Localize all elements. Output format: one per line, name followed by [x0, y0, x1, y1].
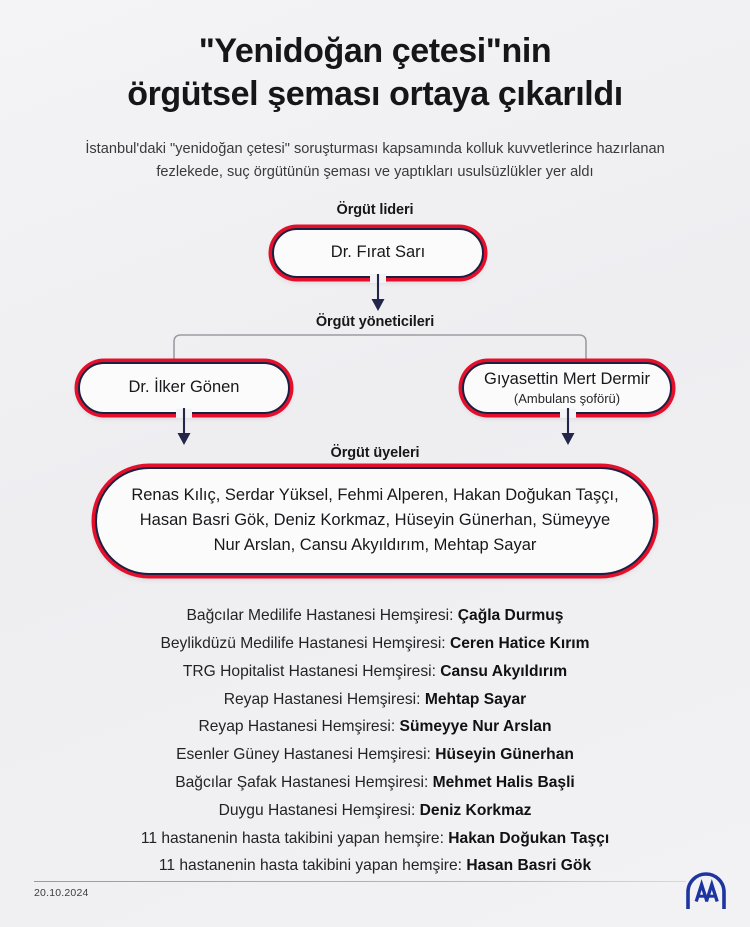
level-label-managers: Örgüt yöneticileri	[315, 313, 435, 330]
roster-name: Sümeyye Nur Arslan	[399, 718, 552, 736]
roster-name: Deniz Korkmaz	[419, 801, 532, 819]
roster-item	[0, 825, 750, 853]
arrow-manager-1-to-members	[173, 408, 195, 446]
arrow-leader-to-managers	[367, 274, 389, 312]
roster-item	[0, 658, 750, 686]
roster-name: Mehtap Sayar	[424, 690, 527, 708]
footer-divider	[34, 881, 686, 882]
roster-role: 11 hastanenin hasta takibini yapan hemşire:	[158, 857, 462, 875]
roster-name: Mehmet Halis Başli	[432, 773, 575, 791]
roster-name: Hakan Doğukan Taşçı	[448, 829, 610, 847]
bracket-connector-managers	[170, 332, 590, 366]
roster-role: Beylikdüzü Medilife Hastanesi Hemşiresi:	[160, 634, 446, 652]
node-manager-1	[78, 362, 290, 414]
roster-role: TRG Hopitalist Hastanesi Hemşiresi:	[182, 662, 436, 680]
roster-item	[0, 742, 750, 770]
subtitle-text: İstanbul'daki "yenidoğan çetesi" soruşturması kapsamında kolluk kuvvetlerince hazırlanan fezlekede, suç örgütünün şeması ve yaptıkları usulsüzlükler yer aldı	[85, 141, 665, 180]
arrow-manager-2-to-members	[557, 408, 579, 446]
node-leader-name: Dr. Fırat Sarı	[330, 243, 426, 262]
node-manager-2-subtitle: (Ambulans şoförü)	[513, 390, 621, 406]
page-title	[0, 0, 750, 116]
roster-item	[0, 769, 750, 797]
roster-item	[0, 797, 750, 825]
roster-name: Hasan Basri Gök	[466, 857, 592, 875]
publish-date: 20.10.2024	[34, 887, 89, 899]
org-chart	[0, 202, 750, 597]
node-manager-1-name: Dr. İlker Gönen	[128, 378, 240, 397]
roster-item	[0, 686, 750, 714]
roster-name: Cansu Akyıldırım	[440, 662, 568, 680]
roster-item	[0, 630, 750, 658]
roster-role: Reyap Hastanesi Hemşiresi:	[198, 718, 396, 736]
members-line-1: Renas Kılıç, Serdar Yüksel, Fehmi Alperen, Hakan Doğukan Taşçı,	[131, 485, 619, 504]
node-org-members	[95, 467, 655, 575]
node-manager-2	[462, 362, 672, 414]
roster-name: Çağla Durmuş	[457, 607, 564, 625]
roster-item	[0, 714, 750, 742]
node-manager-2-name: Gıyasettin Mert Dermir	[484, 369, 650, 388]
anadolu-agency-logo-icon	[684, 871, 728, 911]
roster-role: Bağcılar Şafak Hastanesi Hemşiresi:	[175, 773, 429, 791]
roster-name: Hüseyin Günerhan	[435, 746, 574, 764]
footer	[0, 865, 750, 927]
members-line-2: Hasan Basri Gök, Deniz Korkmaz, Hüseyin Günerhan, Sümeyye	[139, 511, 611, 530]
level-label-leader: Örgüt lideri	[336, 201, 414, 218]
headline-line-2: örgütsel şeması ortaya çıkarıldı	[127, 75, 623, 114]
nurse-roster-list	[0, 603, 750, 881]
node-org-leader	[272, 228, 484, 278]
roster-role: Esenler Güney Hastanesi Hemşiresi:	[176, 746, 431, 764]
level-label-members: Örgüt üyeleri	[330, 444, 420, 461]
headline-line-1: "Yenidoğan çetesi"nin	[198, 32, 552, 70]
roster-item	[0, 603, 750, 631]
roster-role: Duygu Hastanesi Hemşiresi:	[218, 801, 416, 819]
roster-role: 11 hastanenin hasta takibini yapan hemşire:	[140, 829, 444, 847]
members-line-3: Nur Arslan, Cansu Akyıldırım, Mehtap Sayar	[213, 536, 537, 555]
roster-role: Bağcılar Medilife Hastanesi Hemşiresi:	[186, 607, 454, 625]
roster-role: Reyap Hastanesi Hemşiresi:	[223, 690, 421, 708]
roster-name: Ceren Hatice Kırım	[449, 634, 590, 652]
